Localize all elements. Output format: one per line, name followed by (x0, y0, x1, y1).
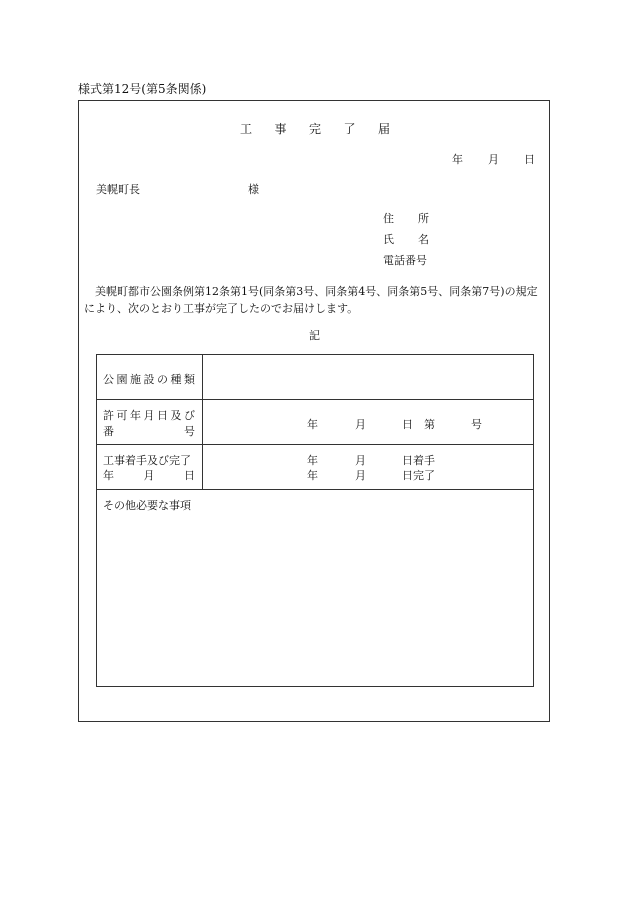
date-line (452, 151, 535, 167)
day-label: 日 (402, 418, 413, 431)
applicant-phone-label: 電話番号 (383, 254, 427, 267)
day-start-label: 日着手 (402, 454, 435, 467)
month-label: 月 (355, 418, 366, 431)
label-char: 番 (103, 425, 114, 438)
date-month-label: 月 (488, 153, 499, 166)
year-label: 年 (307, 469, 318, 482)
addressee: 美幌町長 (96, 183, 140, 196)
table-row-divider (97, 444, 533, 445)
name-char: 氏 (383, 233, 394, 246)
month-label: 月 (355, 454, 366, 467)
year-label: 年 (307, 454, 318, 467)
document-title (240, 120, 390, 137)
applicant-address-label (383, 210, 429, 226)
name-char: 名 (418, 233, 429, 246)
ki-label: 記 (309, 329, 320, 342)
table-column-divider (202, 355, 203, 489)
row-permit-label-line2 (103, 423, 195, 439)
label-char: 及 (170, 409, 182, 422)
row-facility-type-label (103, 371, 195, 387)
title-char: 了 (343, 122, 356, 136)
date-day-label: 日 (524, 153, 535, 166)
label-char: 号 (184, 425, 195, 438)
title-char: 事 (274, 122, 287, 136)
title-char: 届 (377, 122, 390, 136)
label-char: 種 (170, 373, 182, 386)
label-char: び (184, 409, 195, 422)
body-text: 美幌町都市公園条例第12条第1号(同条第3号、同条第4号、同条第5号、同条第7号)の規定により、次のとおり工事が完了したのでお届けします。 (84, 285, 538, 315)
table-row-divider (97, 399, 533, 400)
title-char: 工 (240, 122, 253, 136)
label-char: 可 (116, 409, 128, 422)
details-table (96, 354, 534, 687)
row-construction-label-line2 (103, 467, 195, 483)
date-year-label: 年 (452, 153, 463, 166)
form-number: 様式第12号(第5条関係) (78, 82, 207, 96)
label-char: の (157, 373, 168, 386)
day-end-label: 日完了 (402, 469, 435, 482)
month-label: 月 (355, 469, 366, 482)
label-char: 日 (157, 409, 168, 422)
label-char: 公 (103, 373, 114, 386)
number-prefix-label: 第 (424, 418, 435, 431)
title-char: 完 (308, 122, 321, 136)
number-suffix-label: 号 (471, 418, 482, 431)
label-char: 許 (103, 409, 114, 422)
label-char: 日 (184, 469, 195, 482)
label-char: 園 (116, 373, 128, 386)
row-permit-label-line1 (103, 407, 195, 423)
row-other-matters-label: その他必要な事項 (103, 499, 191, 512)
label-char: 月 (143, 409, 155, 422)
label-char: 年 (130, 409, 141, 422)
label-char: 設 (143, 373, 155, 386)
label-char: 類 (184, 373, 195, 386)
year-label: 年 (307, 418, 318, 431)
row-construction-end (307, 467, 435, 483)
label-char: 年 (103, 469, 114, 482)
label-char: 月 (143, 469, 155, 482)
label-char: 施 (130, 373, 141, 386)
row-construction-start (307, 452, 435, 468)
address-char: 住 (383, 212, 394, 225)
honorific: 様 (248, 183, 259, 196)
row-construction-label-line1: 工事着手及び完了 (103, 454, 191, 467)
table-row-divider (97, 489, 533, 490)
applicant-name-label (383, 231, 429, 247)
address-char: 所 (418, 212, 429, 225)
row-permit-value (307, 416, 482, 432)
